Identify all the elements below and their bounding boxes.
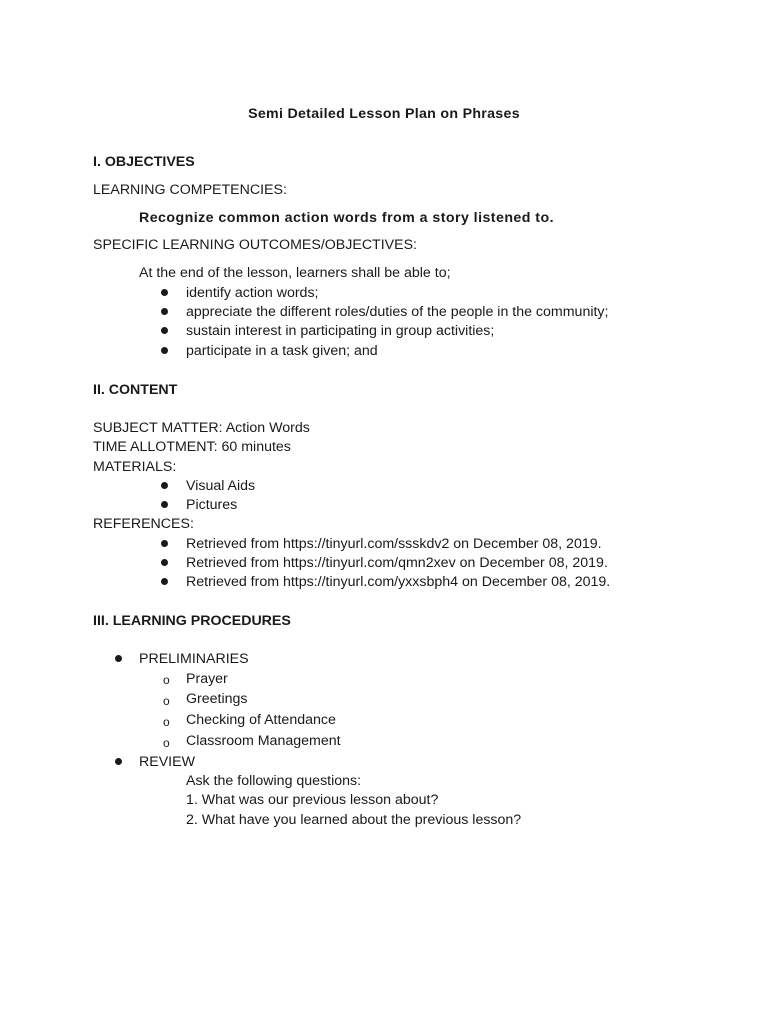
bullet-icon [161,501,168,508]
objective-item: identify action words; [186,285,319,301]
procedures-heading: III. LEARNING PROCEDURES [93,613,291,629]
reference-item: Retrieved from https://tinyurl.com/ssskdv2 on December 08, 2019. [186,536,602,552]
objectives-heading: I. OBJECTIVES [93,154,195,170]
learning-competencies-label: LEARNING COMPETENCIES: [93,182,287,198]
bullet-icon [161,578,168,585]
circle-bullet-icon: o [163,694,170,708]
preliminary-item: Classroom Management [186,733,341,749]
subject-matter: SUBJECT MATTER: Action Words [93,420,310,436]
outcomes-label: SPECIFIC LEARNING OUTCOMES/OBJECTIVES: [93,237,417,253]
preliminary-item: Prayer [186,671,228,687]
references-label: REFERENCES: [93,516,194,532]
outcomes-intro: At the end of the lesson, learners shall be able to; [139,265,451,281]
preliminary-item: Greetings [186,691,248,707]
review-intro: Ask the following questions: [186,773,362,789]
bullet-icon [161,289,168,296]
preliminary-item: Checking of Attendance [186,712,336,728]
bullet-icon [115,655,122,662]
bullet-icon [161,327,168,334]
objective-item: sustain interest in participating in group activities; [186,323,495,339]
content-heading: II. CONTENT [93,382,178,398]
materials-label: MATERIALS: [93,459,177,475]
document-title: Semi Detailed Lesson Plan on Phrases [248,106,520,122]
learning-competency: Recognize common action words from a story listened to. [139,210,554,226]
objective-item: appreciate the different roles/duties of the people in the community; [186,304,609,320]
bullet-icon [161,308,168,315]
bullet-icon [161,347,168,354]
reference-item: Retrieved from https://tinyurl.com/yxxsbph4 on December 08, 2019. [186,574,611,590]
time-allotment: TIME ALLOTMENT: 60 minutes [93,439,291,455]
review-question: 2. What have you learned about the previous lesson? [186,812,522,828]
circle-bullet-icon: o [163,715,170,729]
objective-item: participate in a task given; and [186,343,378,359]
reference-item: Retrieved from https://tinyurl.com/qmn2xev on December 08, 2019. [186,555,608,571]
bullet-icon [115,758,122,765]
review-label: REVIEW [139,754,195,770]
circle-bullet-icon: o [163,673,170,687]
circle-bullet-icon: o [163,736,170,750]
bullet-icon [161,540,168,547]
bullet-icon [161,559,168,566]
bullet-icon [161,482,168,489]
material-item: Visual Aids [186,478,256,494]
material-item: Pictures [186,497,238,513]
preliminaries-label: PRELIMINARIES [139,651,249,667]
review-question: 1. What was our previous lesson about? [186,792,439,808]
